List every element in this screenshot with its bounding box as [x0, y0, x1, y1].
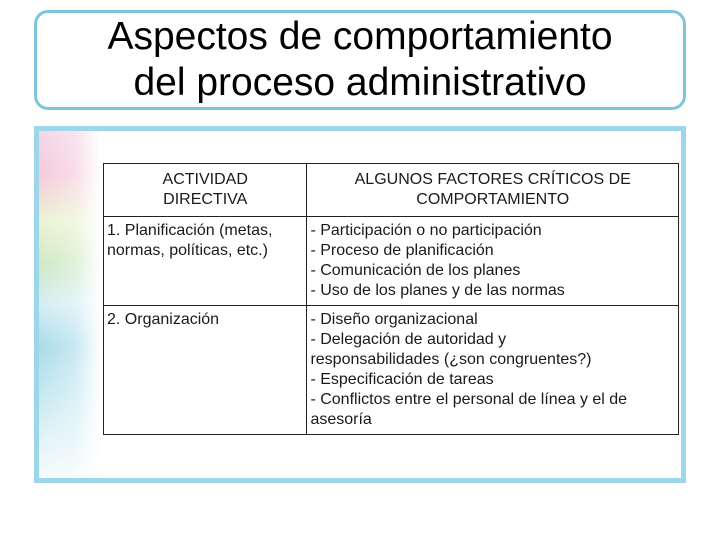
table-row — [104, 217, 679, 306]
factors-cell — [307, 306, 679, 435]
header-text: COMPORTAMIENTO — [416, 191, 570, 208]
title-box — [34, 10, 686, 110]
page-title-line-2: del proceso administrativo — [133, 61, 587, 104]
cell-text: responsabilidades (¿son congruentes?) — [310, 351, 592, 368]
cell-text: - Diseño organizacional — [310, 311, 478, 328]
cell-text: asesoría — [310, 411, 372, 428]
page-title-line-1: Aspectos de comportamiento — [107, 15, 613, 58]
header-factors — [307, 164, 679, 217]
factors-table — [103, 163, 679, 435]
cell-text: normas, políticas, etc.) — [107, 242, 268, 259]
cell-text: - Proceso de planificación — [310, 242, 494, 259]
table-row — [104, 306, 679, 435]
decorative-side-image — [39, 131, 99, 478]
activity-cell — [104, 217, 307, 306]
cell-text: - Uso de los planes y de las normas — [310, 282, 565, 299]
header-text: ALGUNOS FACTORES CRÍTICOS DE — [354, 171, 631, 188]
factors-cell — [307, 217, 679, 306]
header-text: DIRECTIVA — [163, 191, 248, 208]
header-text: ACTIVIDAD — [162, 171, 248, 188]
table-header-row — [104, 164, 679, 217]
cell-text: - Conflictos entre el personal de línea y el de — [310, 391, 628, 408]
cell-text: - Comunicación de los planes — [310, 262, 521, 279]
cell-text: 1. Planificación (metas, — [107, 222, 273, 239]
cell-text: 2. Organización — [107, 311, 220, 328]
cell-text: - Especificación de tareas — [310, 371, 494, 388]
cell-text: - Participación o no participación — [310, 222, 542, 239]
activity-cell — [104, 306, 307, 435]
header-activity — [104, 164, 307, 217]
cell-text: - Delegación de autoridad y — [310, 331, 507, 348]
